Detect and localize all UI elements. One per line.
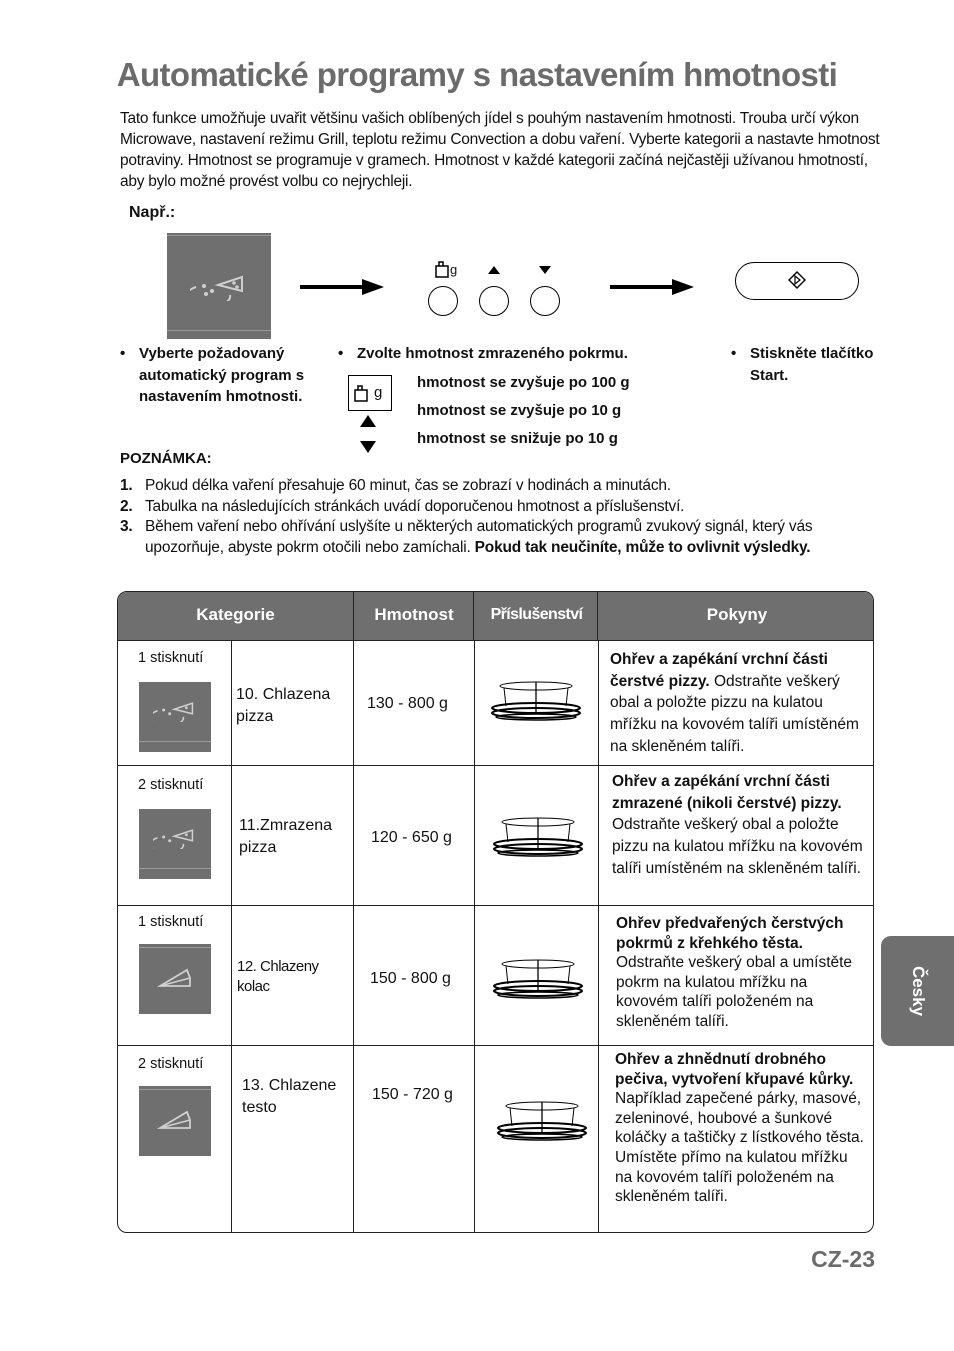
note-item: 1. Pokud délka vaření přesahuje 60 minut, čas se zobrazí v hodinách a minutách.	[120, 477, 671, 494]
weight-icon	[353, 383, 369, 403]
intro-paragraph: Tato funkce umožňuje uvařit většinu vašich oblíbených jídel s pouhým nastavením hmotnosti. Trouba určí výkon Microwave, nastavení režimu Grill, teplotu režimu Convection a dobu vaření. Vyberte kategorii a nastavte hmotnost potraviny. Hmotnost se programuje v gramech. Hmotnost v každé kategorii začíná nejčastěji užívanou hmotností, aby bylo možné provést volbu co nejrychleji.	[120, 110, 880, 190]
note-item: 2. Tabulka na následujících stránkách uvádí doporučenou hmotnost a příslušenství.	[120, 497, 685, 515]
weight-step-100: hmotnost se zvyšuje po 100 g	[417, 374, 630, 391]
category-name: 13. Chlazene testo	[242, 1077, 337, 1116]
notes-list	[120, 476, 880, 558]
page-number: CZ-23	[811, 1246, 875, 1272]
pizza-icon	[153, 825, 197, 849]
cake-slice-icon	[157, 964, 193, 992]
instructions-text: Ohřev a zhnědnutí drobného pečiva, vytvoření křupavé kůrky. Například zapečené párky, masové, zeleninové, houbové a šunkové koláčky a taštičky z lístkového těsta. Umístěte přímo na kulatou mřížku na kovovém talíři položeném na skleněném talíři.	[615, 1051, 864, 1206]
step-start-text: • Stiskněte tlačítko Start.	[731, 345, 874, 384]
category-name: 12. Chlazeny kolac	[237, 958, 319, 995]
down-arrow-icon	[360, 441, 376, 453]
pizza-icon	[190, 271, 248, 301]
step-select-text: • Vyberte požadovaný automatický program s nastavením hmotnosti.	[120, 345, 305, 405]
note-title: POZNÁMKA:	[120, 450, 212, 467]
press-count: 2 stisknutí	[138, 1056, 204, 1072]
weight-range: 130 - 800 g	[367, 695, 448, 712]
weight-range: 150 - 720 g	[372, 1086, 453, 1103]
header-category: Kategorie	[196, 605, 275, 624]
rack-accessory-icon	[494, 1096, 590, 1142]
rack-accessory-icon	[488, 676, 584, 722]
instructions-text: Ohřev a zapékání vrchní části čerstvé pizzy. Odstraňte veškerý obal a položte pizzu na kulatou mřížku na kovovém talíři umístěném na skleněném talíři.	[610, 651, 859, 755]
weight-key-box	[348, 375, 392, 411]
weight-step-down-10: hmotnost se snižuje po 10 g	[417, 430, 618, 447]
weight-range: 150 - 800 g	[370, 970, 451, 987]
pizza-icon	[153, 698, 197, 722]
rack-accessory-icon	[490, 954, 586, 1000]
start-icon	[788, 271, 806, 289]
arrow-head-icon	[362, 279, 384, 295]
arrow-right-icon	[300, 285, 366, 289]
step-weight-text: • Zvolte hmotnost zmrazeného pokrmu.	[338, 345, 628, 362]
press-count: 2 stisknutí	[138, 777, 204, 793]
increase-button[interactable]	[479, 286, 509, 316]
rack-accessory-icon	[490, 812, 586, 858]
up-arrow-icon	[360, 415, 376, 427]
instructions-text: Ohřev předvařených čerstvých pokrmů z křehkého těsta. Odstraňte veškerý obal a umístěte pokrm na kulatou mřížku na kovovém talíři položeném na skleněném talíři.	[616, 915, 853, 1030]
note-item: 3. Během vaření nebo ohřívání uslyšíte u některých automatických programů zvukový signál, který vás upozorňuje, abyste pokrm otočili nebo zamíchali. Pokud tak neučiníte, může to ovlivnit výsledky.	[120, 518, 813, 556]
category-name: 10. Chlazena pizza	[236, 686, 331, 725]
decrease-button[interactable]	[530, 286, 560, 316]
weight-unit: g	[450, 262, 458, 277]
category-name: 11.Zmrazena pizza	[239, 817, 333, 856]
weight-button[interactable]	[428, 286, 458, 316]
weight-range: 120 - 650 g	[371, 829, 452, 846]
page-title: Automatické programy s nastavením hmotnosti	[116, 56, 838, 93]
arrow-right-icon	[610, 285, 676, 289]
header-weight: Hmotnost	[374, 605, 454, 624]
program-panel	[139, 809, 211, 879]
language-tab: Česky	[881, 936, 954, 1046]
program-panel	[139, 944, 211, 1014]
instructions-text: Ohřev a zapékání vrchní části zmrazené (nikoli čerstvé) pizzy. Odstraňte veškerý obal a položte pizzu na kulatou mřížku na kovovém talíři umístěném na skleněném talíři.	[612, 773, 863, 877]
cake-slice-icon	[157, 1106, 193, 1134]
program-panel	[139, 1086, 211, 1156]
example-label: Např.:	[129, 204, 176, 221]
program-panel	[139, 682, 211, 752]
weight-icon	[434, 259, 450, 279]
header-accessory: Příslušenství	[490, 606, 583, 623]
weight-unit: g	[374, 384, 383, 401]
weight-step-up-10: hmotnost se zvyšuje po 10 g	[417, 402, 622, 419]
start-button[interactable]	[735, 262, 859, 300]
arrow-head-icon	[672, 279, 694, 295]
table-header	[118, 592, 873, 641]
down-arrow-icon	[539, 266, 551, 274]
press-count: 1 stisknutí	[138, 650, 204, 666]
press-count: 1 stisknutí	[138, 914, 204, 930]
program-panel	[167, 233, 271, 339]
header-instructions: Pokyny	[706, 605, 768, 624]
up-arrow-icon	[488, 266, 500, 274]
